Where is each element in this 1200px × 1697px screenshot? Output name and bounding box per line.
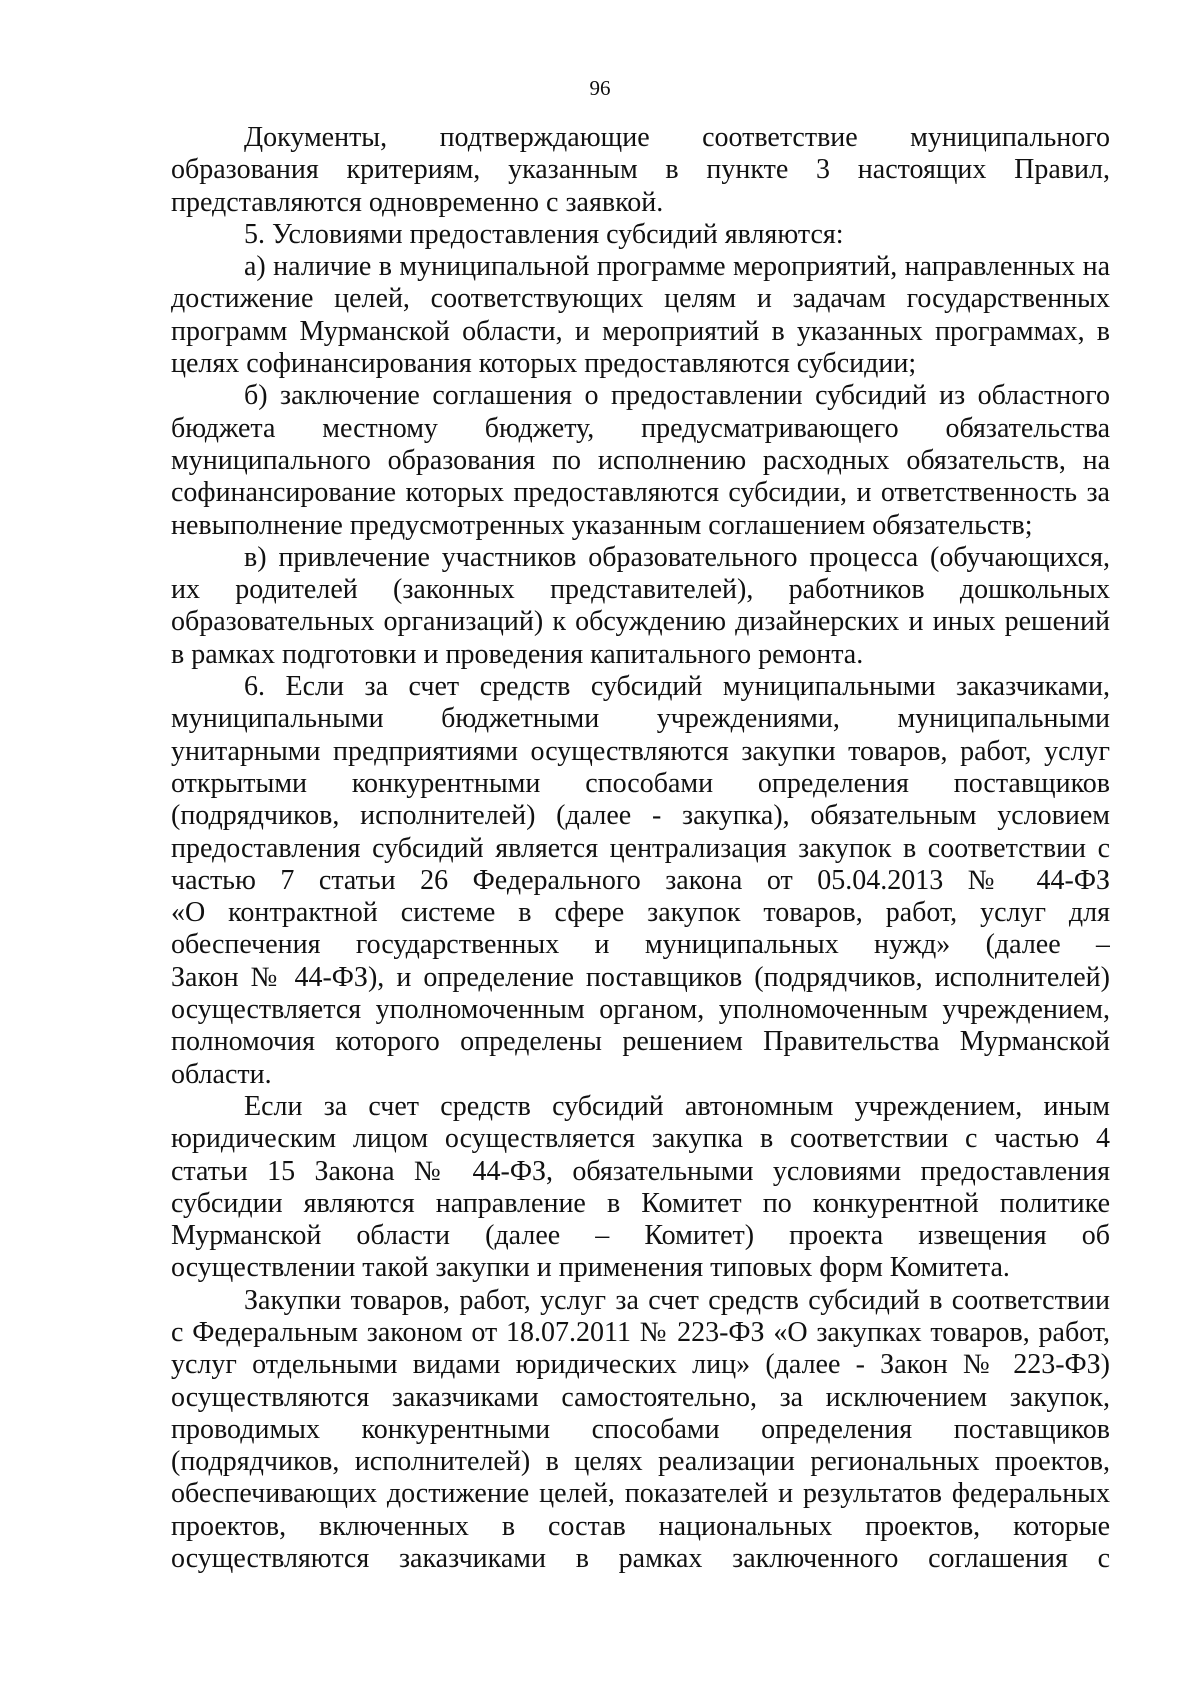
text-line: Закон № 44-ФЗ), и определение поставщиков (подрядчиков, исполнителей) xyxy=(171,961,1110,993)
text-line: субсидии являются направление в Комитет по конкурентной политике xyxy=(171,1187,1110,1219)
text-line: 6. Если за счет средств субсидий муниципальными заказчиками, xyxy=(244,671,1110,703)
text-line: бюджета местному бюджету, предусматривающего обязательства xyxy=(171,412,1110,444)
text-line: достижение целей, соответствующих целям и задачам государственных xyxy=(171,283,1110,315)
text-line: частью 7 статьи 26 Федерального закона от 05.04.2013 № 44-ФЗ xyxy=(171,864,1110,896)
text-line: осуществлении такой закупки и применения типовых форм Комитета. xyxy=(171,1252,1010,1284)
text-line: услуг отдельными видами юридических лиц» (далее - Закон № 223-ФЗ) xyxy=(171,1349,1110,1381)
text-line: их родителей (законных представителей), работников дошкольных xyxy=(171,574,1110,606)
text-line: представляются одновременно с заявкой. xyxy=(171,186,664,218)
text-line: обеспечивающих достижение целей, показателей и результатов федеральных xyxy=(171,1478,1110,1510)
text-line: программ Мурманской области, и мероприятий в указанных программах, в xyxy=(171,315,1110,347)
text-line: статьи 15 Закона № 44-ФЗ, обязательными условиями предоставления xyxy=(171,1155,1110,1187)
text-line: образования критериям, указанным в пункте 3 настоящих Правил, xyxy=(171,154,1110,186)
text-line: б) заключение соглашения о предоставлении субсидий из областного xyxy=(244,380,1110,412)
text-line: открытыми конкурентными способами определения поставщиков xyxy=(171,767,1110,799)
text-line: юридическим лицом осуществляется закупка в соответствии с частью 4 xyxy=(171,1123,1110,1155)
text-line: унитарными предприятиями осуществляются закупки товаров, работ, услуг xyxy=(171,735,1110,767)
text-line: Мурманской области (далее – Комитет) проекта извещения об xyxy=(171,1220,1110,1252)
text-line: образовательных организаций) к обсуждению дизайнерских и иных решений xyxy=(171,606,1110,638)
text-line: Если за счет средств субсидий автономным учреждением, иным xyxy=(244,1090,1110,1122)
text-line: софинансирование которых предоставляются субсидии, и ответственность за xyxy=(171,477,1110,509)
text-line: невыполнение предусмотренных указанным соглашением обязательств; xyxy=(171,509,1033,541)
text-line: Документы, подтверждающие соответствие муниципального xyxy=(244,122,1110,153)
text-line: осуществляются заказчиками самостоятельно, за исключением закупок, xyxy=(171,1381,1110,1413)
page-number: 96 xyxy=(589,76,611,100)
text-line: проектов, включенных в состав национальных проектов, которые xyxy=(171,1510,1110,1542)
text-line: муниципального образования по исполнению расходных обязательств, на xyxy=(171,444,1110,476)
text-line: (подрядчиков, исполнителей) (далее - закупка), обязательным условием xyxy=(171,800,1110,832)
text-line: предоставления субсидий является централизация закупок в соответствии с xyxy=(171,832,1110,864)
text-line: проводимых конкурентными способами определения поставщиков xyxy=(171,1413,1110,1445)
text-line: целях софинансирования которых предоставляются субсидии; xyxy=(171,348,917,380)
text-line: муниципальными бюджетными учреждениями, муниципальными xyxy=(171,703,1110,735)
text-line: с Федеральным законом от 18.07.2011 № 223-ФЗ «О закупках товаров, работ, xyxy=(171,1316,1110,1348)
text-line: Закупки товаров, работ, услуг за счет средств субсидий в соответствии xyxy=(244,1284,1110,1316)
text-line: (подрядчиков, исполнителей) в целях реализации региональных проектов, xyxy=(171,1446,1110,1478)
text-line: в рамках подготовки и проведения капитального ремонта. xyxy=(171,638,864,670)
document-body xyxy=(171,122,1110,1575)
text-line: 5. Условиями предоставления субсидий являются: xyxy=(244,218,844,250)
text-line: обеспечения государственных и муниципальных нужд» (далее – xyxy=(171,929,1110,961)
text-line: осуществляются заказчиками в рамках заключенного соглашения с xyxy=(171,1543,1110,1575)
text-line: области. xyxy=(171,1058,272,1090)
text-line: в) привлечение участников образовательного процесса (обучающихся, xyxy=(244,541,1110,573)
text-line: осуществляется уполномоченным органом, уполномоченным учреждением, xyxy=(171,994,1110,1026)
text-line: а) наличие в муниципальной программе мероприятий, направленных на xyxy=(244,251,1110,283)
text-line: полномочия которого определены решением Правительства Мурманской xyxy=(171,1026,1110,1058)
text-line: «О контрактной системе в сфере закупок товаров, работ, услуг для xyxy=(171,897,1110,929)
